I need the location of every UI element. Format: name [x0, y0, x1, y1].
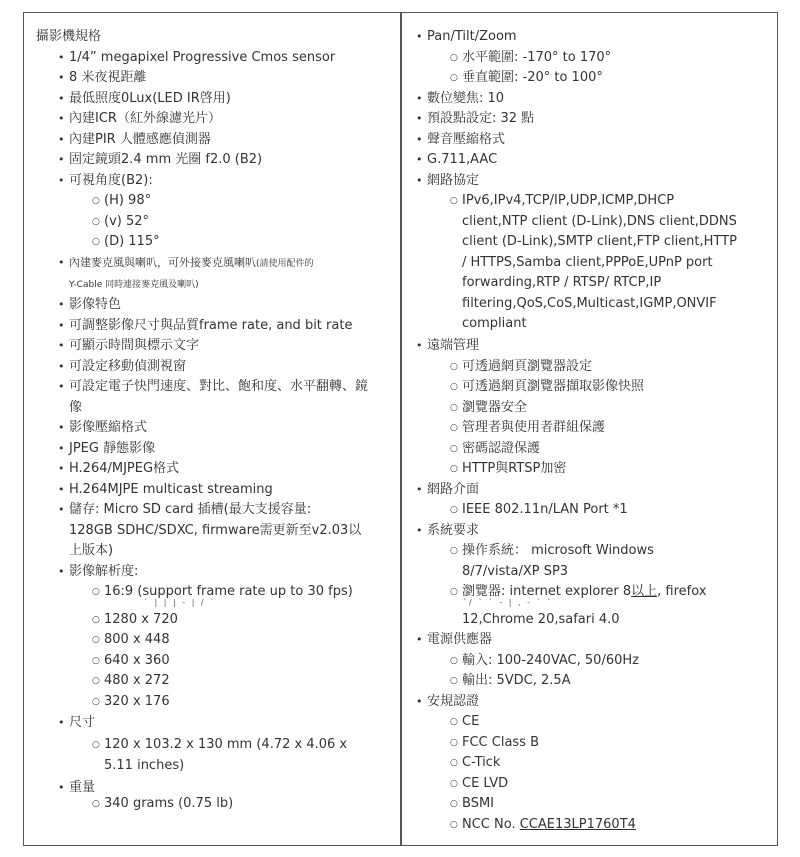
spec-subitem: ○ 操作系統： microsoft Windows	[462, 541, 654, 561]
spec-item: • G.711,AAC	[427, 150, 497, 170]
spec-subitem: ○ 密碼認證保護	[462, 439, 540, 459]
spec-subitem: ○ (D) 115°	[104, 232, 160, 252]
spec-subitem: ○ 輸入: 100-240VAC, 50/60Hz	[462, 651, 639, 671]
spec-item: • 可顯示時間與標示文字	[69, 336, 199, 356]
spec-item: • 可視角度(B2):	[69, 171, 153, 191]
spec-subitem: ○ 16:9 (support frame rate up to 30 fps)	[104, 582, 353, 602]
spec-subitem: ○ C-Tick	[462, 753, 500, 773]
left-column	[24, 13, 401, 845]
spec-item: • 遠端管理	[427, 336, 479, 356]
spec-subitem: ○ 320 x 176	[104, 692, 170, 712]
spec-subitem-continued: client (D-Link),SMTP client,FTP client,HTTP	[462, 234, 737, 249]
spec-subitem-continued: compliant	[462, 316, 527, 331]
spec-item: • 可設定移動偵測視窗	[69, 357, 186, 377]
spec-subitem: ○ 可透過網頁瀏覽器擷取影像快照	[462, 377, 644, 397]
spec-item: • 8 米夜視距離	[69, 68, 146, 88]
spec-subitem-continued: filtering,QoS,CoS,Multicast,IGMP,ONVIF	[462, 296, 717, 311]
spec-subitem: ○ 640 x 360	[104, 651, 170, 671]
spec-item-continued: Y-Cable 同時連接麥克風及喇叭)	[69, 280, 199, 290]
overflow-artifact: ` | | | - | / `	[144, 598, 217, 607]
spec-subitem-continued: client,NTP client (D-Link),DNS client,DDNS	[462, 214, 737, 229]
spec-item: • 網路協定	[427, 171, 479, 191]
spec-item: • 數位變焦: 10	[427, 89, 504, 109]
spec-item: • 重量	[69, 778, 95, 798]
section-heading: 攝影機規格	[36, 29, 102, 44]
spec-subitem: ○ 可透過網頁瀏覽器設定	[462, 357, 592, 377]
spec-subitem-continued: / HTTPS,Samba client,PPPoE,UPnP port	[462, 255, 713, 270]
spec-item: • JPEG 靜態影像	[69, 439, 155, 459]
spec-subitem: ○ NCC No. CCAE13LP1760T4	[462, 815, 636, 835]
spec-item-continued: 128GB SDHC/SDXC, firmware需更新至v2.03以	[69, 523, 362, 538]
ncc-number-link[interactable]: CCAE13LP1760T4	[519, 817, 636, 832]
spec-subitem: ○ 垂直範圍: -20° to 100°	[462, 68, 603, 88]
spec-subitem-continued: 12,Chrome 20,safari 4.0	[462, 612, 620, 627]
spec-subitem: ○ 輸出: 5VDC, 2.5A	[462, 671, 571, 691]
spec-item: • 1/4” megapixel Progressive Cmos sensor	[69, 48, 335, 68]
spec-subitem: ○ 340 grams (0.75 lb)	[104, 794, 233, 814]
overflow-artifact: `/ ` ` - | , - ` `	[463, 598, 554, 607]
spec-item: • 內建ICR（紅外線濾光片）	[69, 109, 221, 129]
spec-item: • 可調整影像尺寸與品質frame rate, and bit rate	[69, 316, 352, 336]
spec-item-continued: 像	[69, 400, 83, 415]
spec-subitem: ○ BSMI	[462, 794, 494, 814]
spec-item: • 網路介面	[427, 480, 479, 500]
spec-subitem: ○ (H) 98°	[104, 191, 151, 211]
spec-item: • 聲音壓縮格式	[427, 130, 505, 150]
spec-subitem: ○ 管理者與使用者群組保護	[462, 418, 605, 438]
spec-item: • 電源供應器	[427, 630, 492, 650]
spec-item: • 影像壓縮格式	[69, 418, 147, 438]
spec-subitem-continued: forwarding,RTP / RTSP/ RTCP,IP	[462, 275, 662, 290]
spec-item: • 內建麥克風與喇叭，可外接麥克風喇叭(請使用配件的	[69, 253, 314, 274]
spec-subitem: ○ FCC Class B	[462, 733, 539, 753]
spec-item: • H.264/MJPEG格式	[69, 459, 179, 479]
spec-item: • H.264MJPE multicast streaming	[69, 480, 273, 500]
right-column	[401, 13, 777, 845]
spec-subitem: ○ 120 x 103.2 x 130 mm (4.72 x 4.06 x	[104, 735, 347, 755]
spec-item: • 影像解析度:	[69, 562, 138, 582]
spec-subitem-continued: 8/7/vista/XP SP3	[462, 564, 569, 579]
spec-subitem: ○ (v) 52°	[104, 212, 149, 232]
spec-item: • Pan/Tilt/Zoom	[427, 27, 517, 47]
spec-item: • 儲存: Micro SD card 插槽(最大支援容量:	[69, 500, 311, 520]
spec-subitem: ○ 瀏覽器安全	[462, 398, 527, 418]
spec-item: • 可設定電子快門速度、對比、飽和度、水平翻轉、鏡	[69, 377, 368, 397]
spec-item: • 尺寸	[69, 713, 95, 733]
spec-subitem: ○ IEEE 802.11n/LAN Port *1	[462, 500, 628, 520]
spec-subitem: ○ HTTP與RTSP加密	[462, 459, 566, 479]
spec-subitem: ○ 800 x 448	[104, 630, 170, 650]
spec-item: • 系統要求	[427, 521, 479, 541]
spec-subitem-continued: 5.11 inches)	[104, 758, 185, 773]
spec-table	[23, 12, 778, 846]
spec-item: • 安規認證	[427, 692, 479, 712]
spec-item: • 內建PIR 人體感應偵測器	[69, 130, 211, 150]
spec-subitem: ○ 480 x 272	[104, 671, 170, 691]
spec-subitem: ○ 1280 x 720	[104, 610, 178, 630]
spec-subitem: ○ CE LVD	[462, 774, 508, 794]
spec-subitem: ○ 水平範圍: -170° to 170°	[462, 48, 611, 68]
spec-subitem: ○ CE	[462, 712, 479, 732]
spec-item: • 最低照度0Lux(LED IR啓用)	[69, 89, 231, 109]
spec-subitem: ○ 瀏覽器: internet explorer 8以上, firefox	[462, 582, 707, 602]
spec-item-continued: 上版本)	[69, 543, 114, 558]
spec-subitem: ○ IPv6,IPv4,TCP/IP,UDP,ICMP,DHCP	[462, 191, 674, 211]
spec-item: • 預設點設定: 32 點	[427, 109, 534, 129]
spec-item: • 固定鏡頭2.4 mm 光圈 f2.0 (B2)	[69, 150, 262, 170]
spec-item: • 影像特色	[69, 295, 121, 315]
